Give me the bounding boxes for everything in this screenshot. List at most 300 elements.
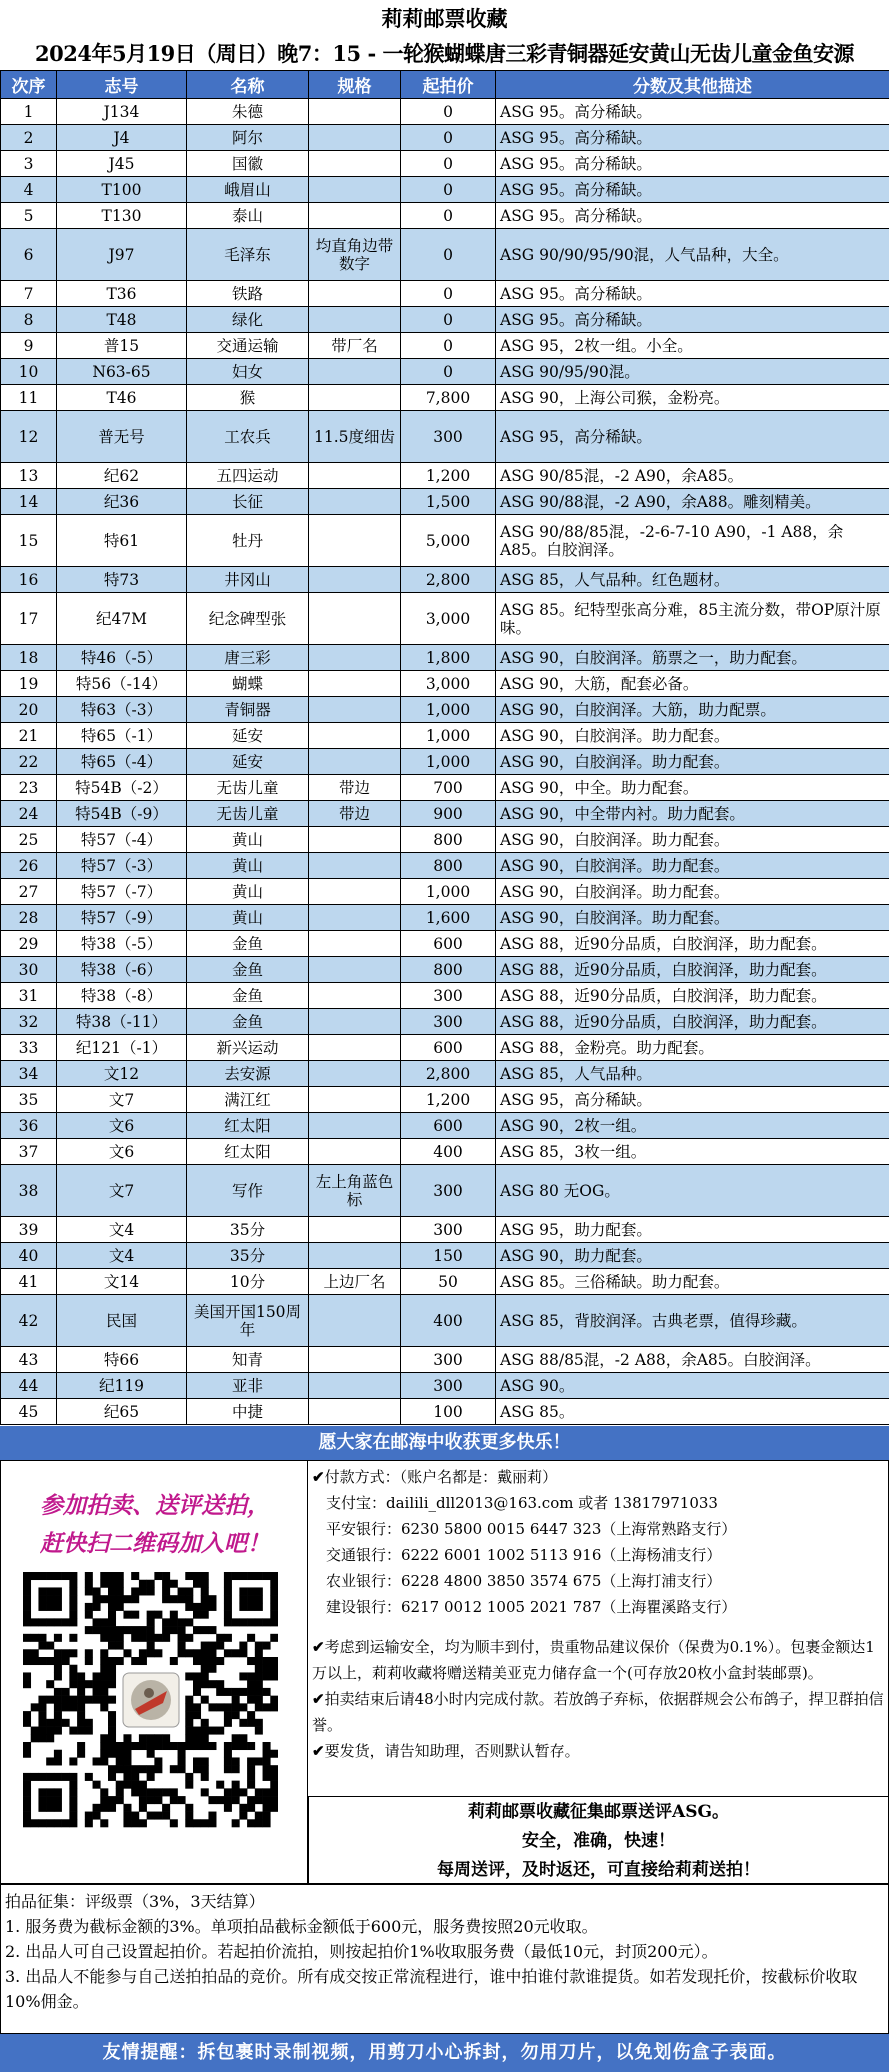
bank-line-nongye: 农业银行：6228 4800 3850 3574 675（上海打浦支行）	[326, 1572, 722, 1590]
stamp-spec	[309, 1113, 401, 1139]
start-price: 800	[401, 957, 496, 983]
row-number: 25	[1, 827, 57, 853]
stamp-name: 写作	[187, 1165, 309, 1217]
stamp-id: 特73	[57, 567, 187, 593]
start-price: 600	[401, 931, 496, 957]
row-number: 22	[1, 749, 57, 775]
start-price: 1,200	[401, 463, 496, 489]
stamp-name: 黄山	[187, 853, 309, 879]
check-icon: ✔	[312, 1638, 325, 1656]
start-price: 300	[401, 1347, 496, 1373]
stamp-description: ASG 90，上海公司猴，金粉亮。	[496, 385, 889, 411]
stamp-spec	[309, 281, 401, 307]
start-price: 800	[401, 853, 496, 879]
stamp-spec	[309, 1295, 401, 1347]
qr-code[interactable]	[23, 1569, 278, 1831]
column-header-price: 起拍价	[401, 71, 496, 99]
table-row	[1, 593, 889, 645]
table-row	[1, 723, 889, 749]
check-icon: ✔	[312, 1742, 325, 1760]
start-price: 300	[401, 1217, 496, 1243]
stamp-spec	[309, 983, 401, 1009]
stamp-name: 黄山	[187, 879, 309, 905]
start-price: 700	[401, 775, 496, 801]
stamp-id: 民国	[57, 1295, 187, 1347]
stamp-id: 特61	[57, 515, 187, 567]
start-price: 0	[401, 177, 496, 203]
table-row	[1, 1087, 889, 1113]
start-price: 1,800	[401, 645, 496, 671]
start-price: 150	[401, 1243, 496, 1269]
table-row	[1, 983, 889, 1009]
start-price: 0	[401, 333, 496, 359]
start-price: 0	[401, 359, 496, 385]
row-number: 7	[1, 281, 57, 307]
stamp-spec	[309, 307, 401, 333]
stamp-id: 特57（-9）	[57, 905, 187, 931]
row-number: 10	[1, 359, 57, 385]
row-number: 27	[1, 879, 57, 905]
row-number: 35	[1, 1087, 57, 1113]
stamp-description: ASG 85。	[496, 1399, 889, 1425]
row-number: 13	[1, 463, 57, 489]
stamp-name: 美国开国150周年	[187, 1295, 309, 1347]
stamp-name: 黄山	[187, 905, 309, 931]
row-number: 5	[1, 203, 57, 229]
stamp-spec	[309, 1009, 401, 1035]
start-price: 1,000	[401, 723, 496, 749]
stamp-spec: 带边	[309, 801, 401, 827]
table-row	[1, 203, 889, 229]
stamp-id: 特46（-5）	[57, 645, 187, 671]
stamp-id: 特38（-6）	[57, 957, 187, 983]
row-number: 17	[1, 593, 57, 645]
stamp-name: 去安源	[187, 1061, 309, 1087]
start-price: 800	[401, 827, 496, 853]
row-number: 8	[1, 307, 57, 333]
stamp-spec	[309, 827, 401, 853]
stamp-name: 黄山	[187, 827, 309, 853]
stamp-description: ASG 95，高分稀缺。	[496, 1087, 889, 1113]
table-row	[1, 1139, 889, 1165]
stamp-name: 红太阳	[187, 1139, 309, 1165]
table-row	[1, 1113, 889, 1139]
slogan-line-1: 莉莉邮票收藏征集邮票送评ASG。	[468, 1802, 729, 1822]
stamp-description: ASG 90，中全带内衬。助力配套。	[496, 801, 889, 827]
stamp-description: ASG 95，高分稀缺。	[496, 411, 889, 463]
row-number: 41	[1, 1269, 57, 1295]
page-subtitle: 2024年5月19日（周日）晚7：15 - 一轮猴蝴蝶唐三彩青铜器延安黄山无齿儿童金鱼安源	[35, 41, 854, 66]
start-price: 0	[401, 151, 496, 177]
stamp-description: ASG 88，近90分品质，白胶润泽，助力配套。	[496, 983, 889, 1009]
stamp-id: 文6	[57, 1113, 187, 1139]
start-price: 100	[401, 1399, 496, 1425]
row-number: 21	[1, 723, 57, 749]
stamp-description: ASG 85。纪特型张高分难，85主流分数，带OP原汁原味。	[496, 593, 889, 645]
column-header-desc: 分数及其他描述	[496, 71, 889, 99]
stamp-name: 交通运输	[187, 333, 309, 359]
stamp-description: ASG 85。三俗稀缺。助力配套。	[496, 1269, 889, 1295]
stamp-spec	[309, 1217, 401, 1243]
stamp-description: ASG 88，近90分品质，白胶润泽，助力配套。	[496, 931, 889, 957]
stamp-name: 国徽	[187, 151, 309, 177]
payment-panel	[308, 1460, 889, 1796]
row-number: 37	[1, 1139, 57, 1165]
stamp-description: ASG 90，大筋，配套必备。	[496, 671, 889, 697]
note-payment-deadline	[312, 1686, 884, 1738]
stamp-description: ASG 80 无OG。	[496, 1165, 889, 1217]
column-header-name: 名称	[187, 71, 309, 99]
stamp-id: T100	[57, 177, 187, 203]
stamp-name: 毛泽东	[187, 229, 309, 281]
start-price: 1,000	[401, 879, 496, 905]
start-price: 7,800	[401, 385, 496, 411]
table-row	[1, 1061, 889, 1087]
stamp-id: 文7	[57, 1087, 187, 1113]
table-row	[1, 879, 889, 905]
promo-text	[1, 1487, 309, 1563]
stamp-name: 牡丹	[187, 515, 309, 567]
stamp-name: 绿化	[187, 307, 309, 333]
stamp-name: 金鱼	[187, 1009, 309, 1035]
page-title: 莉莉邮票收藏	[381, 6, 508, 31]
stamp-spec	[309, 125, 401, 151]
table-row	[1, 99, 889, 125]
row-number: 39	[1, 1217, 57, 1243]
stamp-description: ASG 90，白胶润泽。助力配套。	[496, 905, 889, 931]
stamp-name: 蝴蝶	[187, 671, 309, 697]
row-number: 36	[1, 1113, 57, 1139]
stamp-name: 新兴运动	[187, 1035, 309, 1061]
stamp-name: 延安	[187, 723, 309, 749]
stamp-description: ASG 85，人气品种。	[496, 1061, 889, 1087]
row-number: 18	[1, 645, 57, 671]
stamp-spec	[309, 723, 401, 749]
stamp-spec: 左上角蓝色标	[309, 1165, 401, 1217]
stamp-spec	[309, 1087, 401, 1113]
stamp-description: ASG 85，背胶润泽。古典老票，值得珍藏。	[496, 1295, 889, 1347]
stamp-id: 文4	[57, 1217, 187, 1243]
row-number: 38	[1, 1165, 57, 1217]
stamp-id: 文14	[57, 1269, 187, 1295]
row-number: 24	[1, 801, 57, 827]
row-number: 19	[1, 671, 57, 697]
slogan-line-2: 安全，准确，快速！	[522, 1831, 675, 1851]
payment-title	[312, 1464, 884, 1490]
stamp-name: 10分	[187, 1269, 309, 1295]
stamp-name: 井冈山	[187, 567, 309, 593]
stamp-spec	[309, 385, 401, 411]
note-shipping	[312, 1634, 884, 1686]
stamp-description: ASG 95。高分稀缺。	[496, 203, 889, 229]
table-row	[1, 1399, 889, 1425]
stamp-id: T36	[57, 281, 187, 307]
stamp-description: ASG 95。高分稀缺。	[496, 307, 889, 333]
stamp-name: 猴	[187, 385, 309, 411]
stamp-description: ASG 90/85混，-2 A90，余A85。	[496, 463, 889, 489]
row-number: 12	[1, 411, 57, 463]
start-price: 0	[401, 281, 496, 307]
stamp-spec	[309, 151, 401, 177]
table-row	[1, 1269, 889, 1295]
row-number: 23	[1, 775, 57, 801]
stamp-name: 金鱼	[187, 931, 309, 957]
row-number: 44	[1, 1373, 57, 1399]
start-price: 400	[401, 1295, 496, 1347]
stamp-spec	[309, 593, 401, 645]
stamp-description: ASG 88，金粉亮。助力配套。	[496, 1035, 889, 1061]
check-icon: ✔	[312, 1690, 325, 1708]
stamp-name: 铁路	[187, 281, 309, 307]
table-body	[1, 99, 889, 1425]
stamp-description: ASG 88，近90分品质，白胶润泽，助力配套。	[496, 957, 889, 983]
stamp-id: T130	[57, 203, 187, 229]
stamp-spec: 均直角边带数字	[309, 229, 401, 281]
stamp-name: 延安	[187, 749, 309, 775]
stamp-spec	[309, 1373, 401, 1399]
stamp-name: 35分	[187, 1217, 309, 1243]
stamp-id: 特65（-1）	[57, 723, 187, 749]
stamp-spec	[309, 359, 401, 385]
stamp-description: ASG 95，助力配套。	[496, 1217, 889, 1243]
stamp-name: 无齿儿童	[187, 775, 309, 801]
row-number: 40	[1, 1243, 57, 1269]
stamp-id: 特38（-8）	[57, 983, 187, 1009]
bank-line-jiaotong: 交通银行：6222 6001 1002 5113 916（上海杨浦支行）	[326, 1546, 722, 1564]
stamp-spec: 带厂名	[309, 333, 401, 359]
table-row	[1, 853, 889, 879]
stamp-name: 泰山	[187, 203, 309, 229]
stamp-id: J45	[57, 151, 187, 177]
promo-panel	[0, 1460, 308, 1884]
row-number: 2	[1, 125, 57, 151]
table-row	[1, 1165, 889, 1217]
stamp-id: J97	[57, 229, 187, 281]
row-number: 1	[1, 99, 57, 125]
stamp-spec	[309, 697, 401, 723]
column-header-spec: 规格	[309, 71, 401, 99]
table-row	[1, 1373, 889, 1399]
stamp-description: ASG 90，白胶润泽。助力配套。	[496, 879, 889, 905]
stamp-spec	[309, 749, 401, 775]
stamp-name: 无齿儿童	[187, 801, 309, 827]
qr-logo-icon	[123, 1673, 179, 1727]
table-row	[1, 463, 889, 489]
stamp-description: ASG 85，人气品种。红色题材。	[496, 567, 889, 593]
stamp-description: ASG 88，近90分品质，白胶润泽，助力配套。	[496, 1009, 889, 1035]
table-row	[1, 749, 889, 775]
note-delivery-text: 要发货，请告知助理，否则默认暂存。	[324, 1742, 580, 1760]
alipay-line: 支付宝：dailili_dll2013@163.com 或者 13817971033	[326, 1494, 718, 1512]
stamp-id: 纪65	[57, 1399, 187, 1425]
stamp-id: 纪36	[57, 489, 187, 515]
wish-banner: 愿大家在邮海中收获更多快乐！	[0, 1426, 889, 1460]
table-row	[1, 775, 889, 801]
stamp-spec	[309, 1035, 401, 1061]
table-row	[1, 801, 889, 827]
stamp-id: J134	[57, 99, 187, 125]
row-number: 32	[1, 1009, 57, 1035]
table-row	[1, 307, 889, 333]
table-row	[1, 645, 889, 671]
start-price: 300	[401, 1009, 496, 1035]
stamp-description: ASG 90/88混，-2 A90，余A88。雕刻精美。	[496, 489, 889, 515]
promo-line-2: 赶快扫二维码加入吧！	[40, 1530, 270, 1557]
check-icon: ✔	[312, 1468, 325, 1486]
row-number: 3	[1, 151, 57, 177]
stamp-id: 特66	[57, 1347, 187, 1373]
bank-line-pingan: 平安银行：6230 5800 0015 6447 323（上海常熟路支行）	[326, 1520, 737, 1538]
stamp-description: ASG 90，白胶润泽。大筋，助力配票。	[496, 697, 889, 723]
table-row	[1, 1009, 889, 1035]
stamp-description: ASG 90/88/85混，-2-6-7-10 A90，-1 A88，余A85。白胶润泽。	[496, 515, 889, 567]
rules-title: 拍品征集：评级票（3%，3天结算）	[5, 1892, 265, 1911]
table-row	[1, 1295, 889, 1347]
stamp-name: 中捷	[187, 1399, 309, 1425]
stamp-id: 普无号	[57, 411, 187, 463]
row-number: 28	[1, 905, 57, 931]
stamp-id: 特54B（-2）	[57, 775, 187, 801]
table-row	[1, 931, 889, 957]
stamp-spec	[309, 463, 401, 489]
stamp-description: ASG 90，白胶润泽。助力配套。	[496, 827, 889, 853]
stamp-description: ASG 95。高分稀缺。	[496, 125, 889, 151]
stamp-id: 普15	[57, 333, 187, 359]
rule-1: 1. 服务费为截标金额的3%。单项拍品截标金额低于600元，服务费按照20元收取。	[5, 1917, 598, 1936]
auction-table	[0, 70, 889, 1425]
stamp-spec	[309, 905, 401, 931]
stamp-spec	[309, 671, 401, 697]
table-row	[1, 957, 889, 983]
stamp-spec: 11.5度细齿	[309, 411, 401, 463]
table-row	[1, 151, 889, 177]
stamp-spec	[309, 99, 401, 125]
stamp-id: J4	[57, 125, 187, 151]
stamp-name: 妇女	[187, 359, 309, 385]
stamp-id: T48	[57, 307, 187, 333]
table-row	[1, 411, 889, 463]
start-price: 0	[401, 203, 496, 229]
stamp-spec	[309, 203, 401, 229]
stamp-id: 文7	[57, 1165, 187, 1217]
stamp-description: ASG 90/90/95/90混，人气品种，大全。	[496, 229, 889, 281]
stamp-id: 特56（-14）	[57, 671, 187, 697]
stamp-name: 金鱼	[187, 983, 309, 1009]
rule-3: 3. 出品人不能参与自己送拍拍品的竞价。所有成交按正常流程进行，谁中拍谁付款谁提货。如若发现托价，按截标价收取10%佣金。	[5, 1967, 858, 2011]
friendly-tip-banner: 友情提醒：拆包裹时录制视频，用剪刀小心拆封，勿用刀片，以免划伤盒子表面。	[0, 2034, 889, 2072]
stamp-description: ASG 90/95/90混。	[496, 359, 889, 385]
start-price: 900	[401, 801, 496, 827]
start-price: 2,800	[401, 1061, 496, 1087]
table-row	[1, 359, 889, 385]
stamp-spec	[309, 489, 401, 515]
stamp-id: 特57（-3）	[57, 853, 187, 879]
stamp-name: 纪念碑型张	[187, 593, 309, 645]
stamp-description: ASG 90，助力配套。	[496, 1243, 889, 1269]
stamp-name: 青铜器	[187, 697, 309, 723]
slogan-line-3: 每周送评，及时返还，可直接给莉莉送拍！	[437, 1860, 760, 1880]
row-number: 20	[1, 697, 57, 723]
stamp-id: 纪47M	[57, 593, 187, 645]
table-row	[1, 177, 889, 203]
stamp-description: ASG 88/85混，-2 A88，余A85。白胶润泽。	[496, 1347, 889, 1373]
start-price: 3,000	[401, 671, 496, 697]
stamp-name: 知青	[187, 1347, 309, 1373]
stamp-spec	[309, 879, 401, 905]
stamp-spec	[309, 177, 401, 203]
bank-line-jianshe: 建设银行：6217 0012 1005 2021 787（上海瞿溪路支行）	[326, 1598, 737, 1616]
row-number: 16	[1, 567, 57, 593]
row-number: 14	[1, 489, 57, 515]
stamp-spec	[309, 931, 401, 957]
stamp-description: ASG 90。	[496, 1373, 889, 1399]
stamp-id: N63-65	[57, 359, 187, 385]
stamp-id: 特57（-7）	[57, 879, 187, 905]
row-number: 31	[1, 983, 57, 1009]
row-number: 6	[1, 229, 57, 281]
stamp-id: 文4	[57, 1243, 187, 1269]
stamp-description: ASG 95。高分稀缺。	[496, 177, 889, 203]
stamp-id: 特54B（-9）	[57, 801, 187, 827]
start-price: 2,800	[401, 567, 496, 593]
stamp-description: ASG 95。高分稀缺。	[496, 99, 889, 125]
row-number: 45	[1, 1399, 57, 1425]
stamp-spec	[309, 645, 401, 671]
row-number: 30	[1, 957, 57, 983]
table-row	[1, 125, 889, 151]
stamp-spec	[309, 957, 401, 983]
stamp-id: T46	[57, 385, 187, 411]
start-price: 1,000	[401, 749, 496, 775]
start-price: 600	[401, 1113, 496, 1139]
payment-title-text: 付款方式：（账户名都是：戴丽莉）	[324, 1468, 558, 1486]
row-number: 29	[1, 931, 57, 957]
table-row	[1, 229, 889, 281]
start-price: 1,200	[401, 1087, 496, 1113]
row-number: 4	[1, 177, 57, 203]
start-price: 600	[401, 1035, 496, 1061]
row-number: 15	[1, 515, 57, 567]
stamp-description: ASG 90，白胶润泽。助力配套。	[496, 853, 889, 879]
slogan-panel	[308, 1796, 889, 1884]
stamp-name: 金鱼	[187, 957, 309, 983]
stamp-id: 文6	[57, 1139, 187, 1165]
table-row	[1, 697, 889, 723]
row-number: 11	[1, 385, 57, 411]
stamp-description: ASG 90，白胶润泽。助力配套。	[496, 749, 889, 775]
stamp-name: 长征	[187, 489, 309, 515]
rule-2: 2. 出品人可自己设置起拍价。若起拍价流拍，则按起拍价1%收取服务费（最低10元，封顶200元）。	[5, 1942, 718, 1961]
table-row	[1, 1035, 889, 1061]
stamp-spec	[309, 567, 401, 593]
start-price: 400	[401, 1139, 496, 1165]
start-price: 300	[401, 1165, 496, 1217]
stamp-name: 朱德	[187, 99, 309, 125]
start-price: 0	[401, 99, 496, 125]
table-row	[1, 333, 889, 359]
note-delivery	[312, 1738, 884, 1764]
stamp-spec	[309, 515, 401, 567]
note-payment-deadline-text: 拍卖结束后请48小时内完成付款。若放鸽子弃标，依据群规会公布鸽子，捍卫群拍信誉。	[312, 1690, 884, 1734]
start-price: 3,000	[401, 593, 496, 645]
stamp-description: ASG 90，白胶润泽。筋票之一，助力配套。	[496, 645, 889, 671]
table-row	[1, 671, 889, 697]
row-number: 34	[1, 1061, 57, 1087]
stamp-id: 特38（-5）	[57, 931, 187, 957]
stamp-id: 文12	[57, 1061, 187, 1087]
stamp-spec	[309, 1139, 401, 1165]
stamp-spec: 上边厂名	[309, 1269, 401, 1295]
